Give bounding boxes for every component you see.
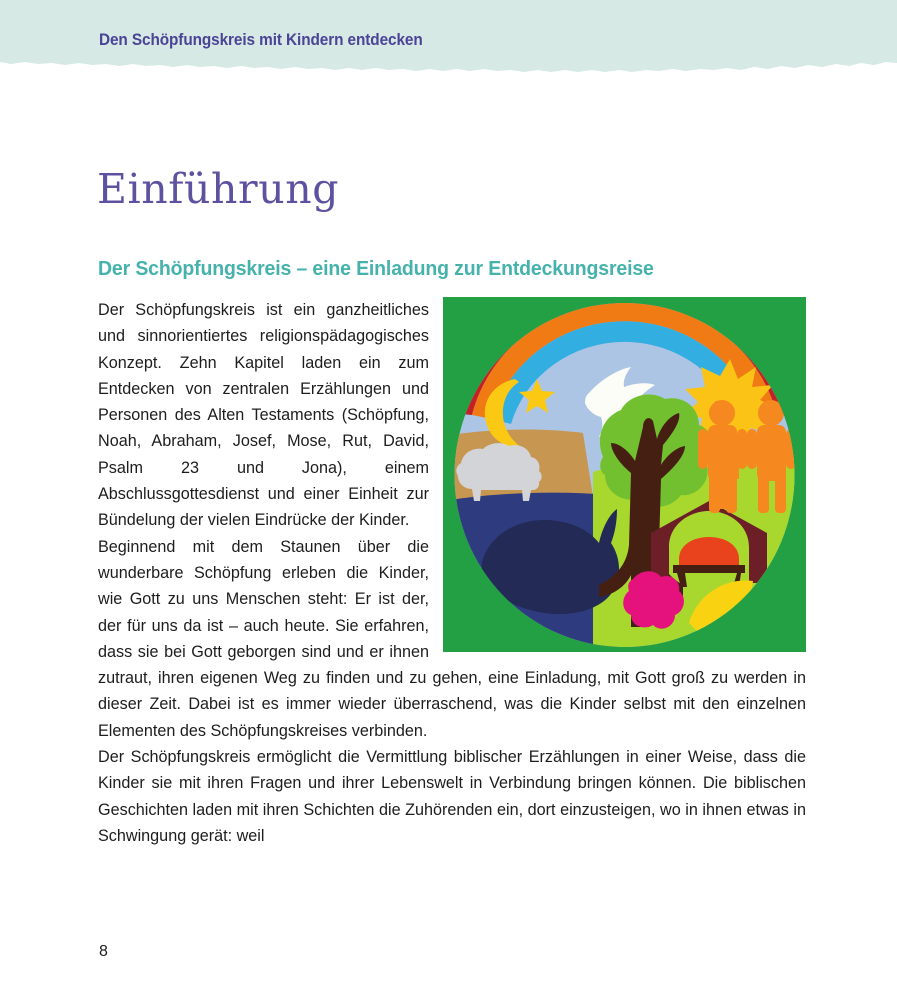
figure-schoepfungskreis	[443, 297, 806, 652]
paragraph-1: Der Schöpfungskreis ist ein ganzheitliches und sinnorientiertes religionspädagogisches Konzept. Zehn Kapitel laden ein zum Entdecken von zentralen Erzählungen und Personen des Alten Testaments (Schöpfung, Noah, Abraham, Josef, Mose, Rut, David, Psalm 23 und Jona), einem Abschlussgottesdienst und einer Einheit zur Bündelung der vielen Eindrücke der Kinder.	[98, 301, 429, 530]
body-text-block	[98, 297, 806, 849]
page-number: 8	[99, 943, 108, 960]
running-header-band	[0, 0, 897, 74]
paragraph-2: Beginnend mit dem Staunen über die wunderbare Schöpfung erleben die Kinder, wie Gott zu uns Menschen steht: Er ist der, der für uns da ist – auch heute. Sie erfahren, dass sie bei Gott geborgen sind und er ihnen zutraut, ihren eigenen Weg zu finden und zu gehen, eine Einladung, mit Gott groß zu werden in dieser Zeit. Dabei ist es immer wieder überraschend, was die Kinder selbst mit den einzelnen Elementen des Schöpfungskreises verbinden.	[98, 537, 806, 740]
section-subtitle: Der Schöpfungskreis – eine Einladung zur Entdeckungsreise	[98, 257, 654, 280]
page-title: Einführung	[97, 165, 340, 214]
paragraph-3: Der Schöpfungskreis ermöglicht die Vermittlung biblischer Erzählungen in einer Weise, dass die Kinder sie mit ihren Fragen und ihrer Lebenswelt in Verbindung bringen können. Die biblischen Geschichten laden mit ihren Schichten die Zuhörenden ein, dort einzusteigen, wo in ihnen etwas in Schwingung gerät: weil	[98, 748, 806, 845]
running-header-title: Den Schöpfungskreis mit Kindern entdecken	[99, 31, 423, 49]
schoepfungskreis-illustration	[443, 297, 806, 652]
